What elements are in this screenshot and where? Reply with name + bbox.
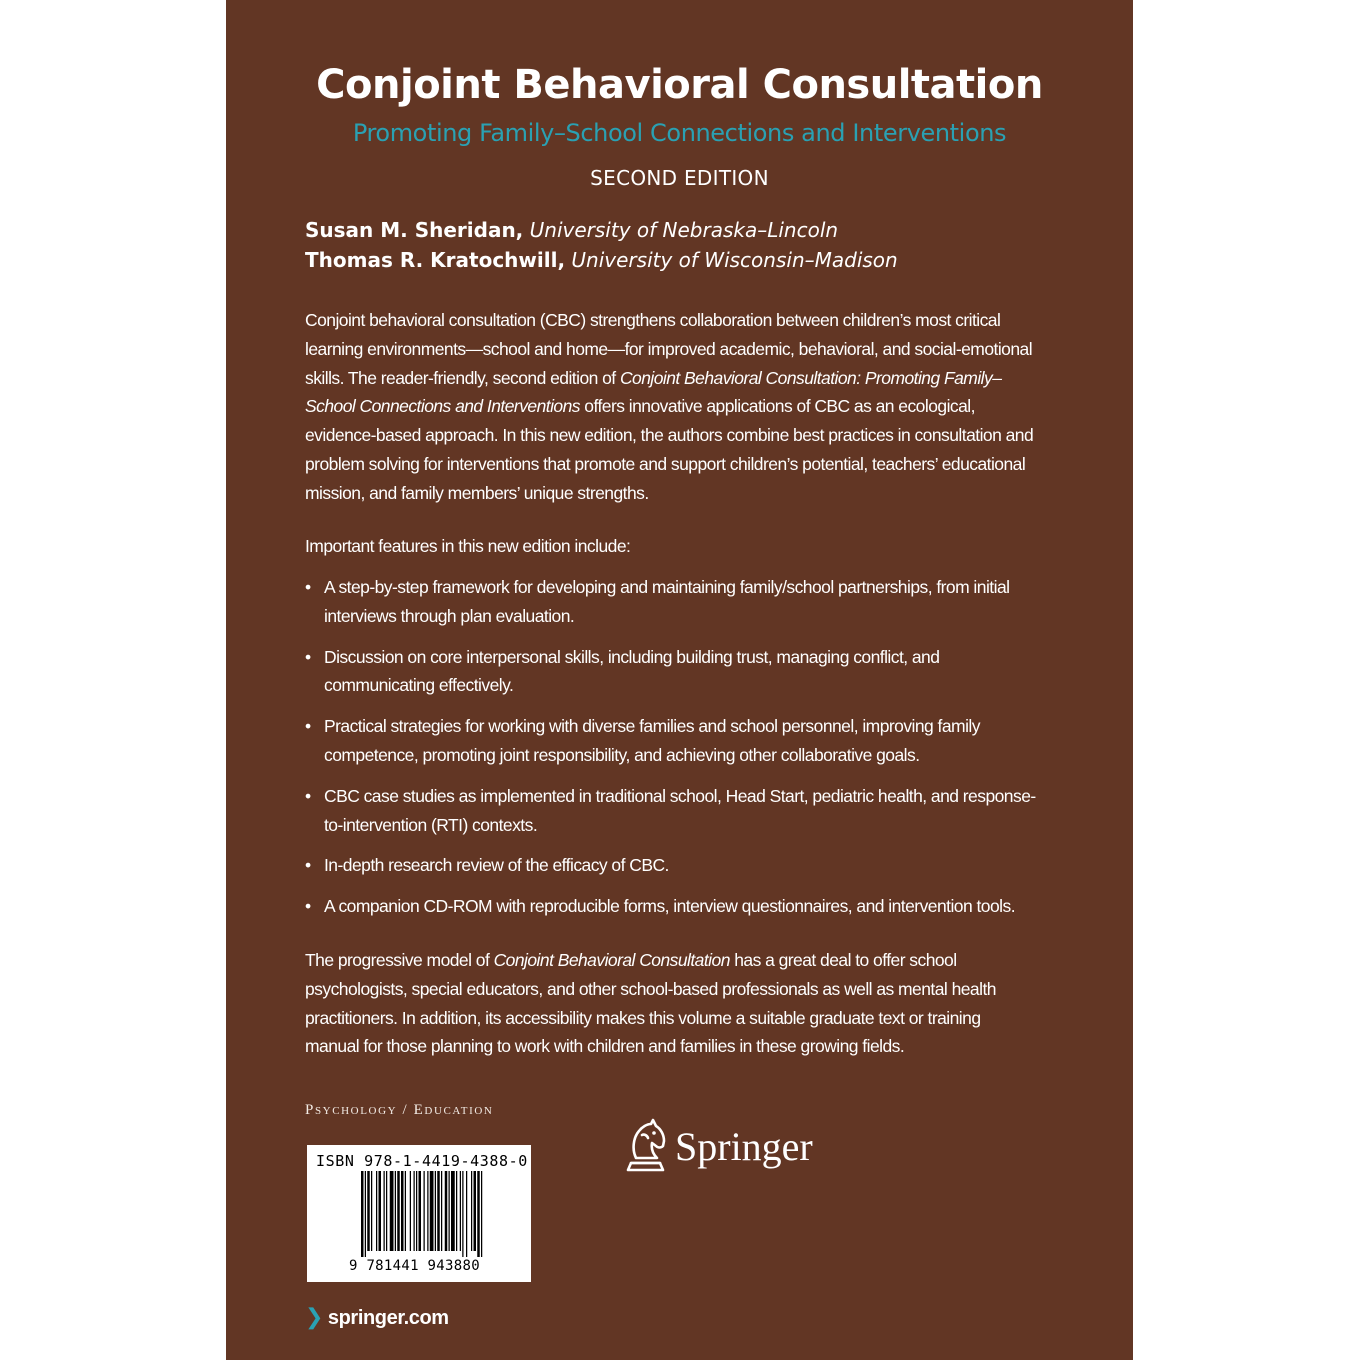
barcode-bar bbox=[416, 1171, 417, 1251]
barcode-bar bbox=[401, 1171, 404, 1251]
barcode-bar bbox=[405, 1171, 406, 1251]
outro-paragraph bbox=[305, 946, 1037, 1061]
subject-category: Psychology / Education bbox=[305, 1102, 494, 1118]
barcode-bar bbox=[397, 1171, 400, 1251]
edition-label: SECOND EDITION bbox=[590, 166, 769, 190]
barcode-bar bbox=[390, 1171, 394, 1251]
barcode-bar bbox=[384, 1171, 385, 1251]
intro-paragraph bbox=[305, 306, 1037, 508]
barcode-bar bbox=[376, 1171, 377, 1251]
barcode-bar bbox=[361, 1171, 364, 1257]
intro-text: Conjoint behavioral consultation (CBC) strengthens collaboration between children’s most critical learning environments—school and home—for improved academic, behavioral, and social-emotional skills. The reader-friendly, second edition of bbox=[305, 310, 1033, 388]
bullet-icon: • bbox=[305, 785, 311, 806]
barcode-bar bbox=[419, 1171, 422, 1251]
intro-text: offers innovative applications of CBC as an ecological, evidence-based approach. In this new edition, the authors combine best practices in consultation and problem solving for interventions that promote and support children’s potential, teachers’ educational mission, and family members’ unique strengths. bbox=[305, 396, 1034, 503]
isbn-number: ISBN 978-1-4419-4388-0 bbox=[316, 1152, 528, 1170]
list-item bbox=[305, 851, 1037, 880]
list-item bbox=[305, 892, 1037, 921]
barcode-bar bbox=[474, 1171, 477, 1251]
author-name: Thomas R. Kratochwill, bbox=[305, 248, 566, 272]
outro-book-title: Conjoint Behavioral Consultation bbox=[493, 950, 730, 970]
author-line bbox=[305, 248, 898, 272]
chevron-right-icon: ❯ bbox=[305, 1305, 324, 1330]
feature-text: A step-by-step framework for developing and maintaining family/school partnerships, from initial interviews through plan evaluation. bbox=[324, 577, 1010, 626]
website-url[interactable]: springer.com bbox=[327, 1307, 449, 1329]
barcode-bar bbox=[371, 1171, 372, 1251]
author-affiliation: University of Wisconsin–Madison bbox=[571, 248, 898, 272]
springer-knight-logo-icon bbox=[622, 1118, 668, 1174]
website-link[interactable] bbox=[305, 1305, 449, 1330]
book-title: Conjoint Behavioral Consultation bbox=[316, 62, 1043, 108]
barcode-bar bbox=[367, 1171, 370, 1251]
bullet-icon: • bbox=[305, 577, 311, 597]
book-back-cover bbox=[226, 0, 1133, 1360]
author-line bbox=[305, 218, 838, 242]
barcode-bar bbox=[365, 1171, 366, 1257]
barcode-bar bbox=[427, 1171, 428, 1251]
ean-number: 9 781441 943880 bbox=[349, 1258, 480, 1274]
publisher-name: Springer bbox=[675, 1124, 813, 1169]
barcode-bar bbox=[379, 1171, 382, 1251]
barcode-bar bbox=[414, 1171, 415, 1251]
barcode-icon bbox=[359, 1171, 487, 1257]
outro-text: has a great deal to offer school psychologists, special educators, and other school-based professionals as well as mental health practitioners. In addition, its accessibility makes this volume a suitable graduate text or training manual for those planning to work with children and families in these growing fields. bbox=[305, 950, 996, 1057]
feature-text: CBC case studies as implemented in traditional school, Head Start, pediatric health, and response-to-intervention (RTI) contexts. bbox=[324, 785, 1036, 835]
author-affiliation: University of Nebraska–Lincoln bbox=[529, 218, 839, 242]
barcode-bar bbox=[462, 1171, 463, 1257]
book-subtitle: Promoting Family–School Connections and Interventions bbox=[352, 119, 1007, 147]
barcode-bar bbox=[481, 1171, 482, 1257]
barcode-bar bbox=[395, 1171, 396, 1251]
barcode-bar bbox=[456, 1171, 457, 1251]
features-list bbox=[305, 573, 1037, 933]
barcode-bar bbox=[430, 1171, 434, 1251]
barcode-bar bbox=[451, 1171, 455, 1251]
barcode-bar bbox=[449, 1171, 450, 1251]
barcode-bar bbox=[410, 1171, 411, 1251]
feature-text: In-depth research review of the efficacy of CBC. bbox=[324, 855, 669, 876]
bullet-icon: • bbox=[305, 896, 311, 917]
feature-text: Practical strategies for working with diverse families and school personnel, improving family competence, promoting joint responsibility, and achieving other collaborative goals. bbox=[324, 716, 980, 765]
barcode-bar bbox=[471, 1171, 472, 1251]
barcode-bar bbox=[466, 1171, 467, 1257]
barcode-bar bbox=[460, 1171, 461, 1251]
list-item bbox=[305, 712, 1037, 770]
bullet-icon: • bbox=[305, 646, 311, 667]
barcode-bar bbox=[477, 1171, 480, 1257]
barcode-bar bbox=[435, 1171, 436, 1251]
feature-text: Discussion on core interpersonal skills, including building trust, managing conflict, and communicating effectively. bbox=[324, 646, 940, 696]
barcode-bar bbox=[424, 1171, 425, 1251]
outro-text: The progressive model of bbox=[305, 950, 494, 970]
intro-book-title: Conjoint Behavioral Consultation: Promoting Family–School Connections and Interventions bbox=[305, 367, 1002, 417]
barcode-bar bbox=[441, 1171, 442, 1251]
bullet-icon: • bbox=[305, 855, 311, 876]
list-item bbox=[305, 573, 1037, 631]
barcode-bar bbox=[437, 1171, 440, 1251]
isbn-barcode bbox=[307, 1145, 531, 1282]
list-item bbox=[305, 643, 1037, 701]
feature-text: A companion CD-ROM with reproducible forms, interview questionnaires, and intervention tools. bbox=[324, 896, 1016, 917]
bullet-icon: • bbox=[305, 716, 311, 737]
barcode-bar bbox=[445, 1171, 448, 1251]
barcode-bar bbox=[386, 1171, 387, 1251]
author-name: Susan M. Sheridan, bbox=[305, 218, 524, 242]
publisher-logo bbox=[622, 1116, 822, 1176]
list-item bbox=[305, 782, 1037, 840]
features-heading: Important features in this new edition include: bbox=[305, 536, 631, 556]
